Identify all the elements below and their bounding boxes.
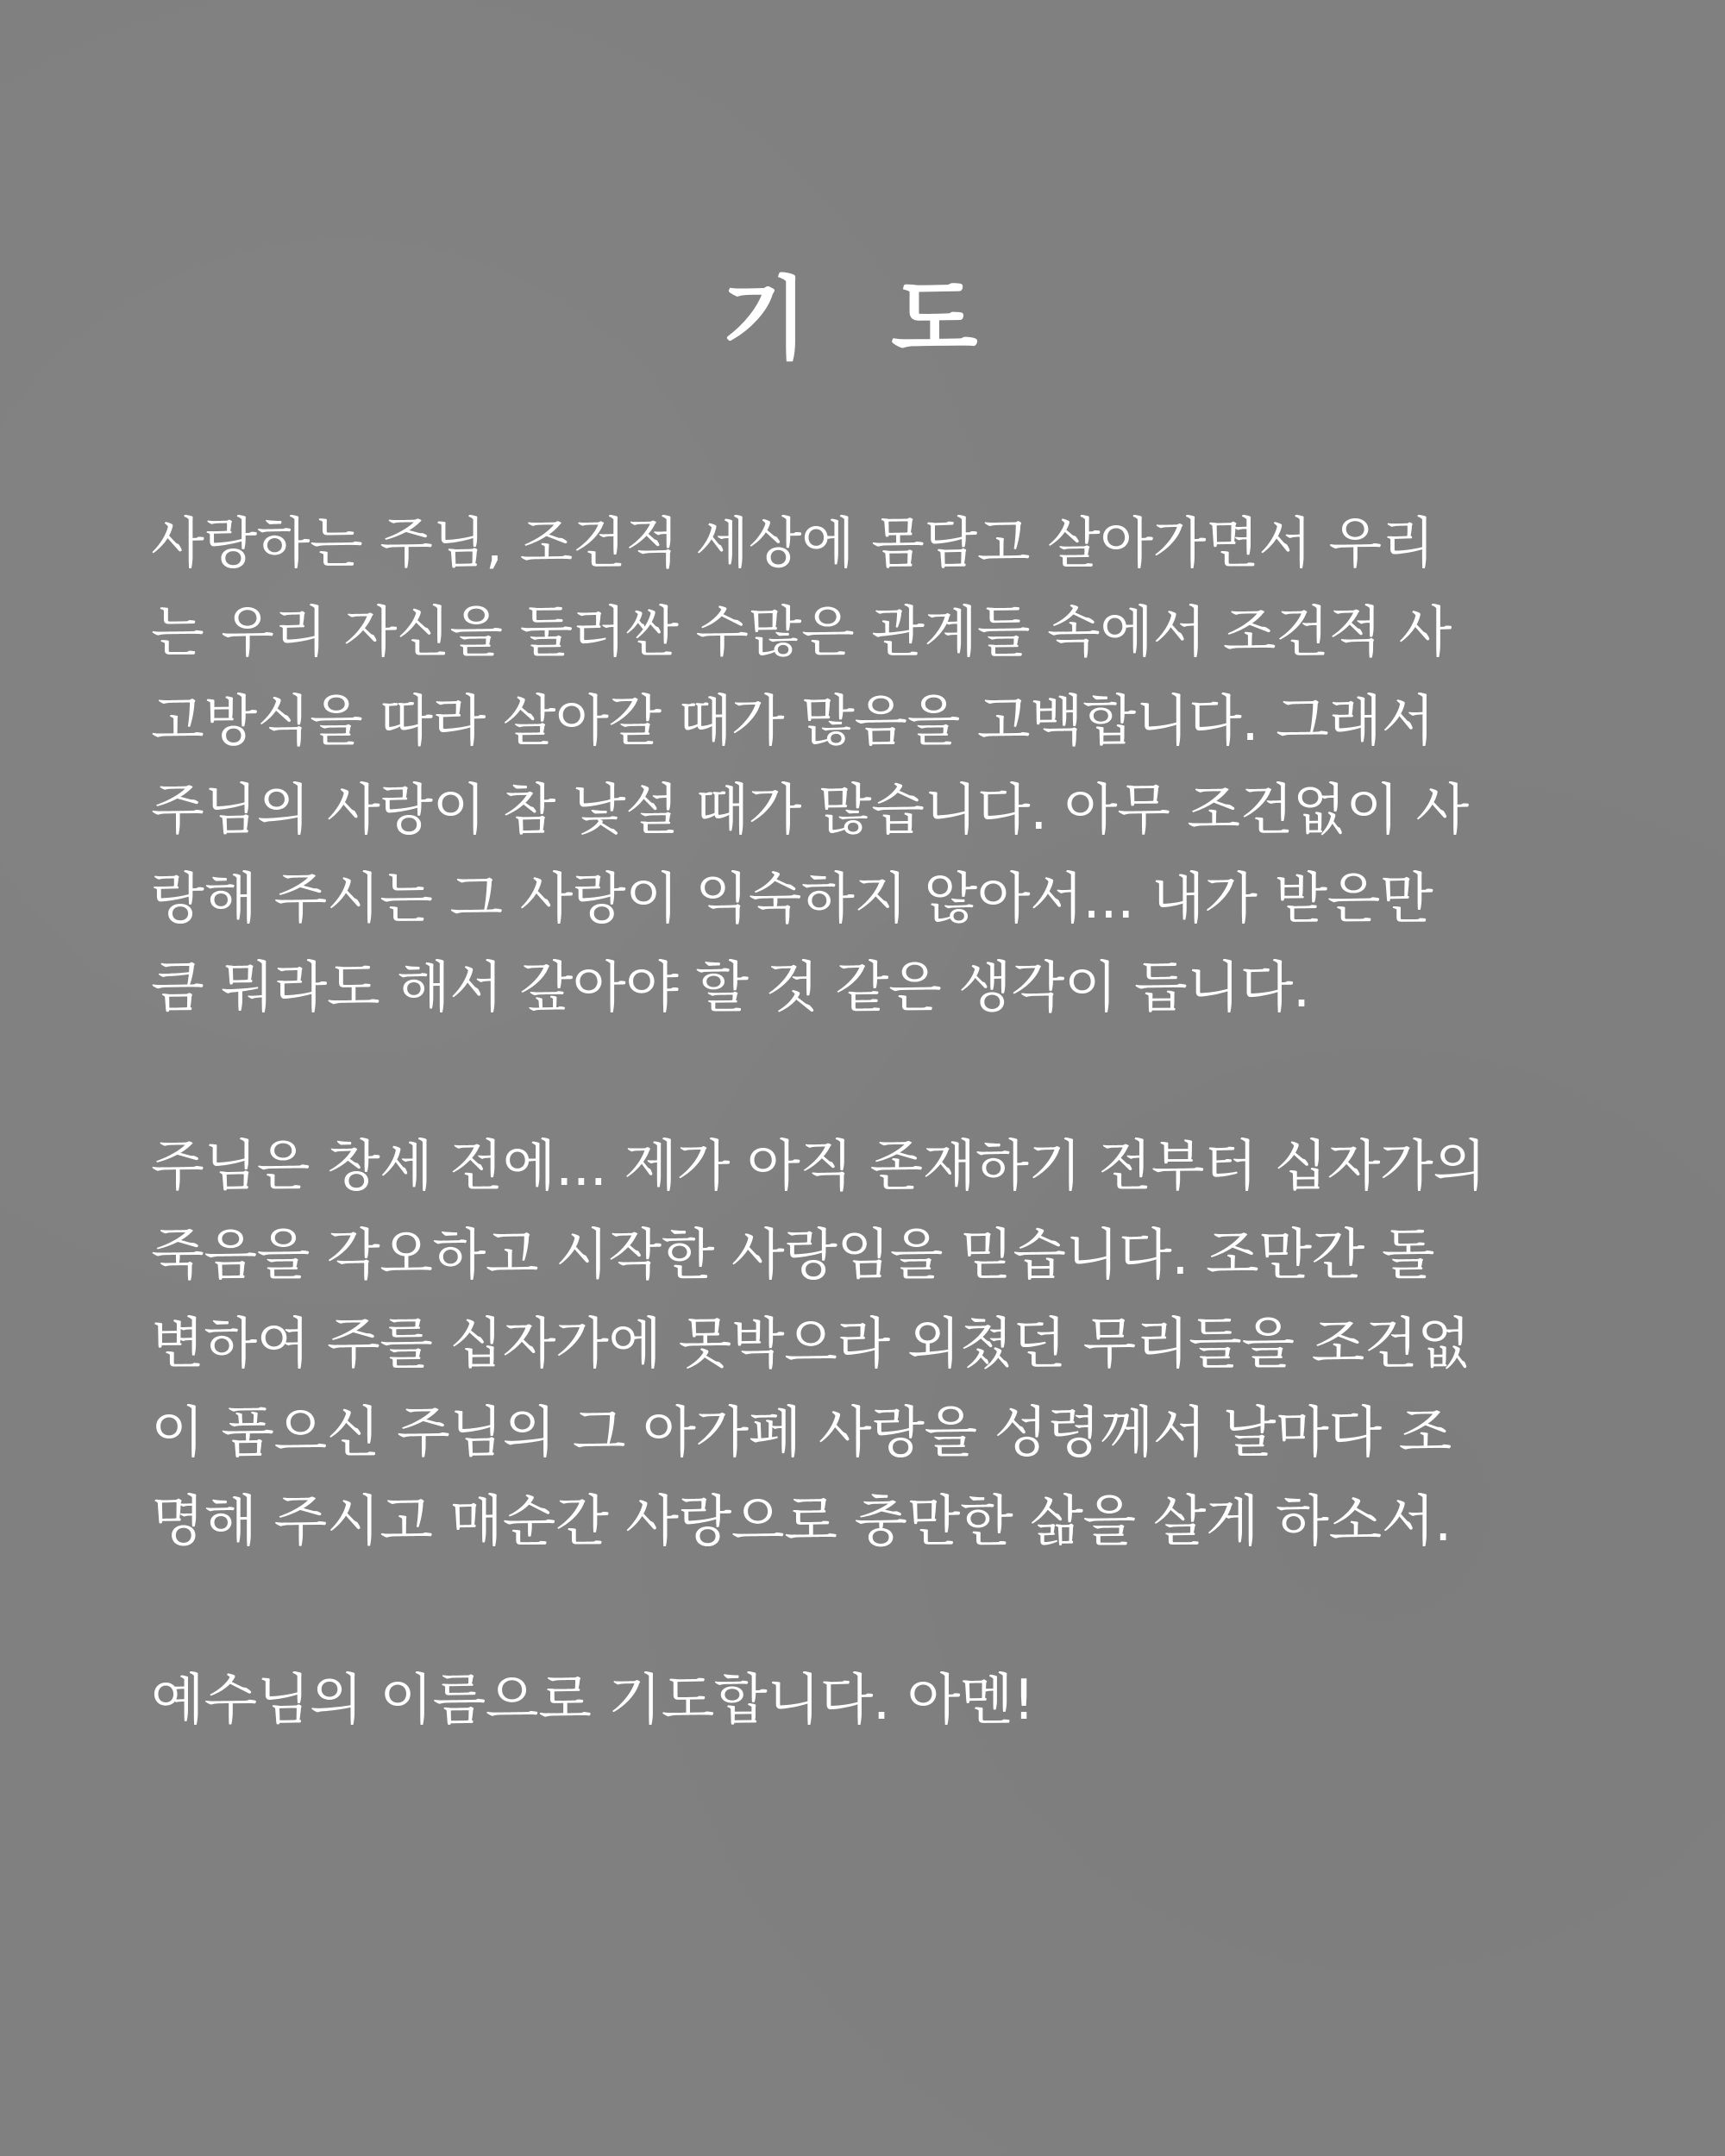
paragraph-confession: 사랑하는 주님, 조건적 세상에 몸담고 살아가면서 우리 는 우리 자신을 둘러싼 수많은 관계들 속에서 조건적 사 고방식을 따라 살아갈 때가 많음을 고백합니다. 그래서 주님의 사랑이 참 낯설 때가 많습니다. 아무 조건없이 사 랑해 주시는 그 사랑이 익숙하지 않아서... 내가 받은만 큼 뭐라도 해서 갚아야 할 것 같은 생각이 듭니다. [151, 512, 1469, 1020]
prayer-body [151, 500, 1574, 1745]
paragraph-petition: 주님은 창세 전에... 제가 아직 존재하기 전부터 십자가의 죽음을 각오하고 시작한 사랑임을 믿습니다. 조만간 돌 변하여 주를 십자가에 못박으라 외쳤던 무리들을 조건없 이 품으신 주님의 그 아가페 사랑을 성령께서 날마다 조 명해 주시고 매순간 사랑으로 충만한 삶을 살게 하소서. [151, 1135, 1486, 1554]
paragraph-closing: 예수님의 이름으로 기도합니다. 아멘! [151, 1669, 1035, 1733]
page-title: 기 도 [721, 266, 1004, 372]
